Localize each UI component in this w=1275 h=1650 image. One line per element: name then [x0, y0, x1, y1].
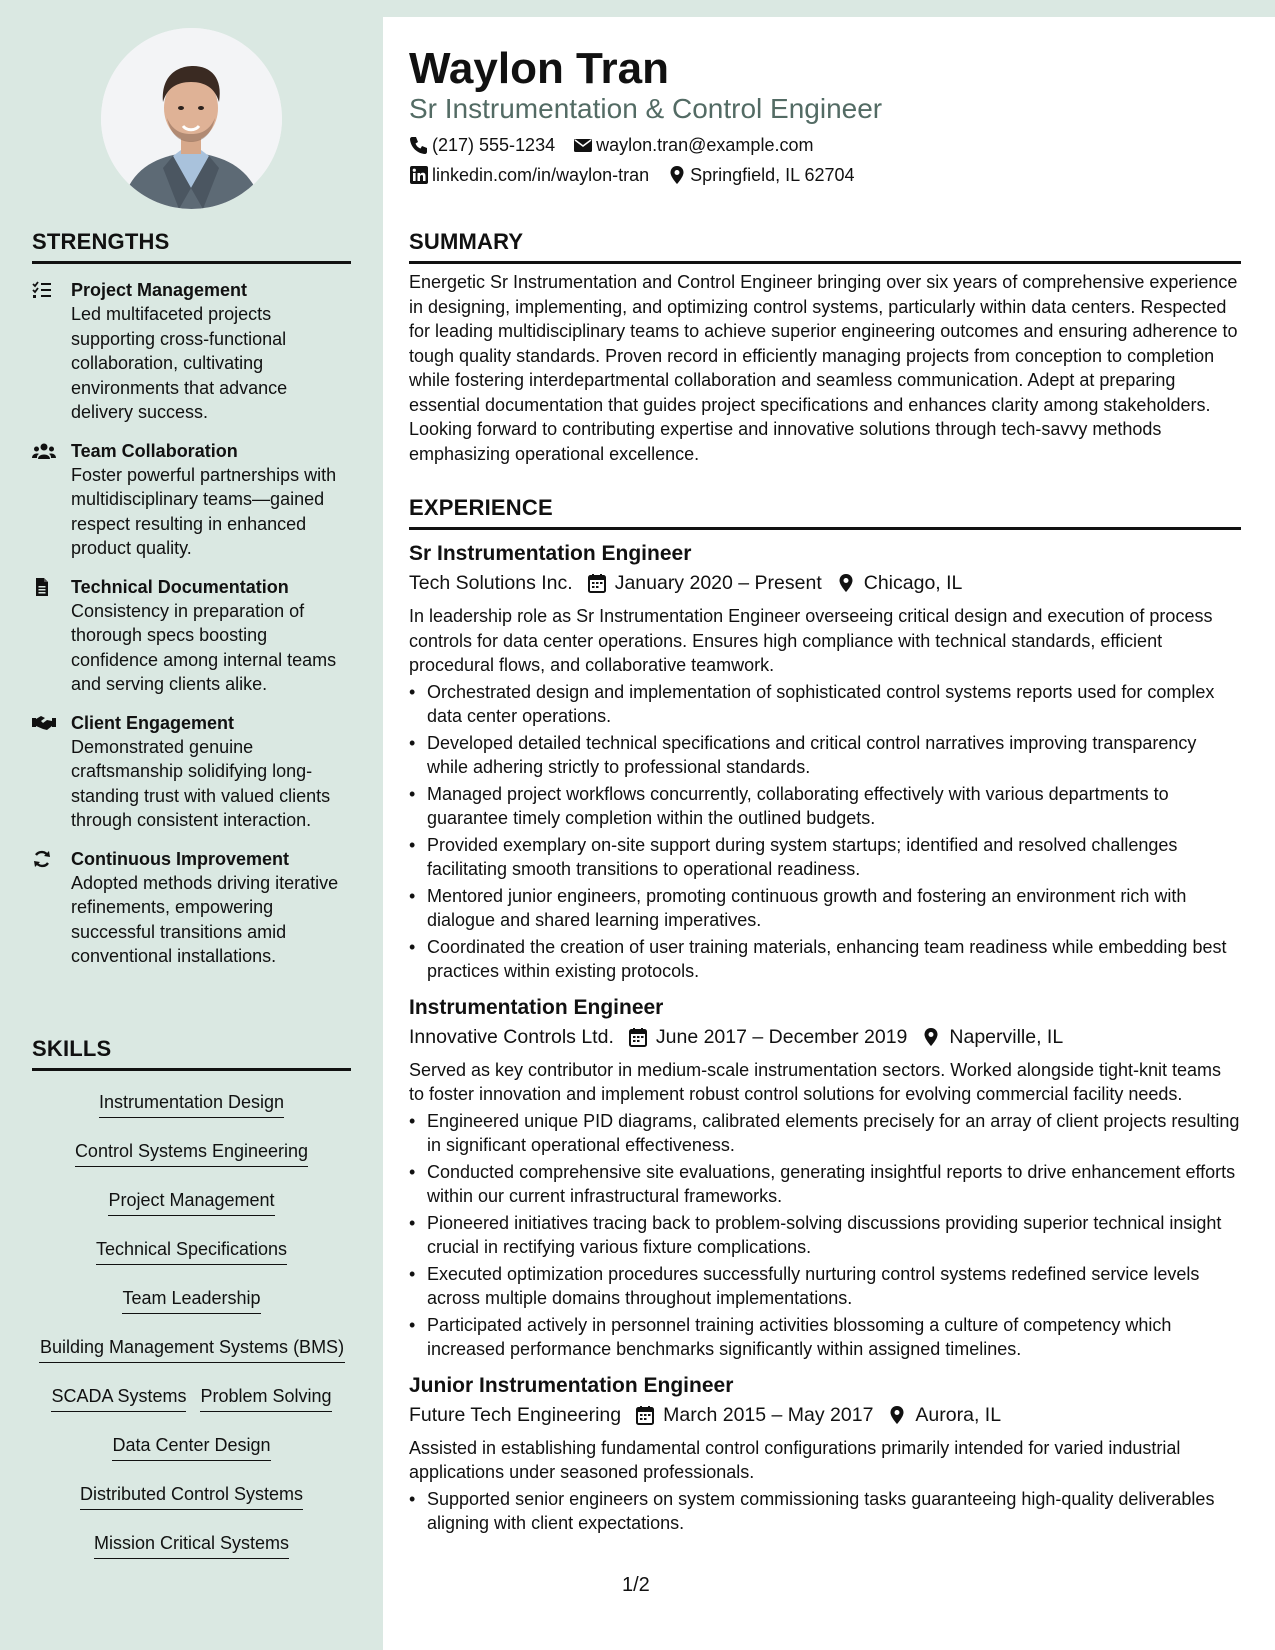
- job-dates: January 2020 – Present: [614, 572, 822, 594]
- job-location: Chicago, IL: [863, 572, 963, 594]
- skill-tag: Technical Specifications: [96, 1231, 287, 1265]
- candidate-title: Sr Instrumentation & Control Engineer: [409, 93, 883, 124]
- skill-tag: Control Systems Engineering: [75, 1133, 308, 1167]
- map-pin-icon: [836, 573, 856, 593]
- skill-tag: Team Leadership: [122, 1280, 260, 1314]
- skill-tag: Distributed Control Systems: [80, 1476, 303, 1510]
- strength-title: Team Collaboration: [71, 440, 238, 461]
- strength-item: [32, 711, 351, 833]
- job-bullet: • Engineered unique PID diagrams, calibrated elements precisely for an array of client projects resulting in significant operational effectiveness.: [409, 1109, 1241, 1158]
- job-bullet: • Developed detailed technical specifications and critical control narratives improving transparency while adhering strictly to professional standards.: [409, 731, 1241, 780]
- map-pin-icon: [667, 165, 687, 185]
- job-description: Assisted in establishing fundamental control configurations primarily intended for varied industrial applications under seasoned professionals.: [409, 1437, 1181, 1482]
- strength-item: [32, 575, 351, 697]
- document-icon: [32, 577, 54, 597]
- skills-section: [32, 1036, 351, 1569]
- main-content: [383, 17, 1275, 1650]
- skills-list: [32, 1079, 351, 1569]
- strengths-heading: STRENGTHS: [32, 229, 351, 264]
- experience-section: [409, 495, 1241, 1538]
- job-role: Junior Instrumentation Engineer: [409, 1373, 734, 1397]
- refresh-icon: [32, 849, 54, 869]
- job-location: Aurora, IL: [915, 1403, 1002, 1426]
- job-description: Served as key contributor in medium-scale instrumentation sectors. Worked alongside tight-knit teams to foster innovation and implement robust control solutions for evolving commercial facility needs.: [409, 1059, 1222, 1104]
- strength-desc: Adopted methods driving iterative refinements, empowering successful transitions amid conventional installations.: [71, 872, 339, 966]
- contact-row-2: [409, 163, 873, 187]
- checklist-icon: [32, 280, 54, 300]
- strength-title: Continuous Improvement: [71, 848, 290, 869]
- job-bullet: • Provided exemplary on-site support during system startups; identified and resolved challenges facilitating smooth transitions to operational readiness.: [409, 833, 1241, 882]
- job-role: Instrumentation Engineer: [409, 995, 664, 1019]
- candidate-name: Waylon Tran: [409, 44, 669, 93]
- job-company: Future Tech Engineering: [409, 1403, 622, 1426]
- job-bullet: • Pioneered initiatives tracing back to problem-solving discussions providing superior technical insight crucial in rectifying various fixture complications.: [409, 1211, 1241, 1260]
- summary-section: [409, 229, 1241, 466]
- strength-title: Project Management: [71, 280, 248, 300]
- job-description: In leadership role as Sr Instrumentation Engineer overseeing critical design and execution of process controls for data center operations. Ensures high compliance with technical standards, efficient procedural flows, and collaborative teamwork.: [409, 606, 1213, 675]
- strengths-section: [32, 229, 351, 969]
- strength-title: Client Engagement: [71, 712, 235, 733]
- job-bullet: • Mentored junior engineers, promoting continuous growth and fostering an environment rich with dialogue and shared learning imperatives.: [409, 884, 1241, 933]
- experience-heading: EXPERIENCE: [409, 495, 1241, 530]
- job-bullets: [409, 1487, 1241, 1536]
- email-text: waylon.tran@example.com: [596, 135, 814, 155]
- calendar-icon: [587, 573, 607, 593]
- sidebar: [0, 0, 383, 1650]
- job-bullets: [409, 1109, 1241, 1362]
- skill-tag: Instrumentation Design: [99, 1084, 284, 1118]
- contact-row-1: [409, 133, 831, 157]
- email-item: [573, 133, 813, 157]
- location-text: Springfield, IL 62704: [690, 165, 855, 185]
- job-bullet: • Executed optimization procedures successfully nurturing control systems redefined service levels across multiple domains throughout implementations.: [409, 1262, 1241, 1311]
- job-bullet: • Managed project workflows concurrently, collaborating effectively with various departments to guarantee timely completion within the outlined budgets.: [409, 782, 1241, 831]
- job-meta: [409, 1022, 1241, 1052]
- job-entry: [409, 540, 1241, 984]
- team-icon: [32, 441, 54, 461]
- strength-desc: Led multifaceted projects supporting cross-functional collaboration, cultivating environments that advance delivery success.: [71, 304, 288, 422]
- calendar-icon: [635, 1405, 655, 1425]
- job-bullet: • Conducted comprehensive site evaluations, generating insightful reports to drive enhancement efforts within our current infrastructural frameworks.: [409, 1160, 1241, 1209]
- job-bullet: • Supported senior engineers on system commissioning tasks guaranteeing high-quality deliverables aligning with client expectations.: [409, 1487, 1241, 1536]
- strength-title: Technical Documentation: [71, 576, 289, 597]
- job-dates: June 2017 – December 2019: [655, 1025, 908, 1048]
- skill-tag: Building Management Systems (BMS): [39, 1329, 345, 1363]
- job-entry: [409, 994, 1241, 1362]
- avatar: [101, 28, 282, 209]
- map-pin-icon: [887, 1405, 907, 1425]
- phone-icon: [409, 135, 429, 155]
- summary-heading: SUMMARY: [409, 229, 1241, 264]
- profile-photo: [101, 28, 282, 209]
- linkedin-text: linkedin.com/in/waylon-tran: [432, 165, 650, 185]
- skill-tag: Data Center Design: [112, 1427, 270, 1461]
- phone-item: [409, 133, 555, 157]
- job-meta: [409, 1400, 1241, 1430]
- strength-item: [32, 278, 351, 425]
- handshake-icon: [32, 713, 54, 733]
- strength-desc: Consistency in preparation of thorough specs boosting confidence among internal teams and serving clients alike.: [71, 600, 337, 694]
- job-bullet: • Participated actively in personnel training activities blossoming a culture of competency which increased performance benchmarks significantly within assigned timelines.: [409, 1313, 1241, 1362]
- envelope-icon: [573, 135, 593, 155]
- job-company: Tech Solutions Inc.: [409, 572, 573, 594]
- linkedin-item: [409, 163, 649, 187]
- location-item: [667, 163, 854, 187]
- calendar-icon: [628, 1027, 648, 1047]
- job-dates: March 2015 – May 2017: [663, 1403, 874, 1426]
- job-role: Sr Instrumentation Engineer: [409, 542, 692, 565]
- job-entry: [409, 1372, 1241, 1536]
- strength-item: [32, 847, 351, 969]
- linkedin-icon: [409, 165, 429, 185]
- skill-tag: Problem Solving: [200, 1378, 331, 1412]
- strength-desc: Demonstrated genuine craftsmanship solidifying long-standing trust with valued clients through consistent interaction.: [71, 736, 331, 830]
- job-bullets: [409, 680, 1241, 984]
- map-pin-icon: [921, 1027, 941, 1047]
- skill-tag: Mission Critical Systems: [94, 1525, 289, 1559]
- skill-tag: Project Management: [108, 1182, 274, 1216]
- page-number: 1/2: [622, 1574, 650, 1596]
- job-company: Innovative Controls Ltd.: [409, 1025, 614, 1048]
- job-meta: [409, 568, 1241, 598]
- strength-desc: Foster powerful partnerships with multidisciplinary teams—gained respect resulting in enhanced product quality.: [71, 464, 337, 558]
- summary-text: Energetic Sr Instrumentation and Control Engineer bringing over six years of comprehensive experience in designing, implementing, and optimizing control systems, particularly within data centers. Respected for leading multidisciplinary teams to achieve superior engineering outcomes and ensuring adherence to tough quality standards. Proven record in efficiently managing projects from conception to completion while fostering interdepartmental collaboration and seamless communication. Adept at preparing essential documentation that guides project specifications and enhances clarity among stakeholders. Looking forward to contributing expertise and innovative solutions through tech-savvy methods emphasizing operational excellence.: [409, 272, 1238, 464]
- job-location: Naperville, IL: [949, 1025, 1064, 1048]
- skills-heading: SKILLS: [32, 1036, 351, 1071]
- phone-text: (217) 555-1234: [432, 135, 556, 155]
- job-bullet: • Coordinated the creation of user training materials, enhancing team readiness while embedding best practices within existing protocols.: [409, 935, 1241, 984]
- job-bullet: • Orchestrated design and implementation of sophisticated control systems reports used for complex data center operations.: [409, 680, 1241, 729]
- skill-tag: SCADA Systems: [51, 1378, 186, 1412]
- strength-item: [32, 439, 351, 561]
